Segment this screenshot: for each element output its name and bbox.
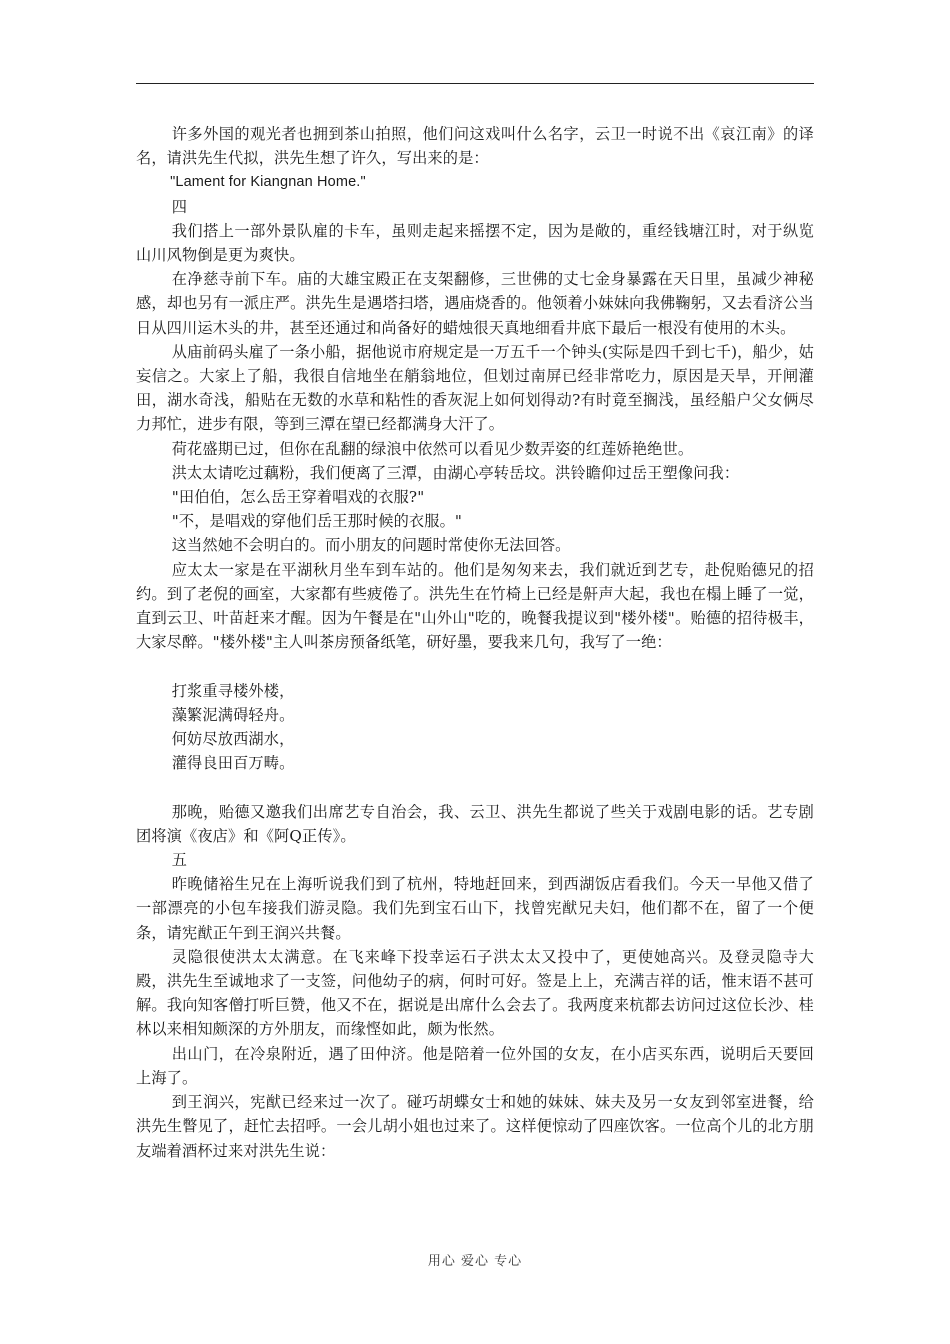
page-footer: 用心 爱心 专心 [427,1254,523,1269]
dialogue-line: "不，是唱戏的穿他们岳王那时候的衣服。" [171,512,463,531]
blank-line [136,654,814,678]
paragraph: 出山门，在冷泉附近，遇了田仲济。他是陪着一位外国的女友，在小店买东西，说明后天要回上海了。 [136,1044,814,1087]
paragraph: 灵隐很使洪太太满意。在飞来峰下投幸运石子洪太太又投中了，更使她高兴。及登灵隐寺大殿，洪先生至诚地求了一支签，问他幼子的病，何时可好。签是上上，充满吉祥的话，惟末语不甚可解。我向知客僧打听巨赞，他又不在，据说是出席什么会去了。我两度来杭都去访问过这位长沙、桂林以来相知颇深的方外朋友，而缘悭如此，颇为怅然。 [136,947,814,1039]
paragraph: 许多外国的观光者也拥到茶山拍照，他们问这戏叫什么名字，云卫一时说不出《哀江南》的译名，请洪先生代拟，洪先生想了许久，写出来的是： [136,125,814,168]
poem-line: 藻繁泥满碍轻舟。 [171,705,295,724]
paragraph: 应太太一家是在平湖秋月坐车到车站的。他们是匆匆来去，我们就近到艺专，赴倪贻德兄的招约。到了老倪的画室，大家都有些疲倦了。洪先生在竹椅上已经是鼾声大起，我也在榻上睡了一觉，直到云卫、叶苗赶来才醒。因为午餐是在"山外山"吃的，晚餐我提议到"楼外楼"。贻德的招待极丰，大家尽醉。"楼外楼"主人叫茶房预备纸笔，研好墨，要我来几句，我写了一绝： [136,560,814,652]
body-text [136,122,814,1163]
header-rule [136,83,814,84]
blank-line [136,775,814,799]
dialogue-line: "田伯伯，怎么岳王穿着唱戏的衣服?" [171,488,425,507]
poem-line: 灌得良田百万畴。 [171,754,295,773]
paragraph: 我们搭上一部外景队雇的卡车，虽则走起来摇摆不定，因为是敞的，重经钱塘江时，对于纵览山川风物倒是更为爽快。 [136,221,814,265]
paragraph: 荷花盛期已过，但你在乱翻的绿浪中依然可以看见少数弄姿的红莲娇艳绝世。 [171,439,694,458]
section-number: 四 [171,197,188,216]
paragraph: 洪太太请吃过藕粉，我们便离了三潭，由湖心亭转岳坟。洪铃瞻仰过岳王塑像问我： [171,463,740,482]
poem [136,679,814,776]
paragraph: 昨晚储裕生兄在上海听说我们到了杭州，特地赶回来，到西湖饭店看我们。今天一早他又借了一部漂亮的小包车接我们游灵隐。我们先到宝石山下，找曾宪猷兄夫妇，他们都不在，留了一个便条，请宪猷正午到王润兴共餐。 [136,875,814,942]
poem-line: 打浆重寻楼外楼， [171,681,295,700]
poem-line: 何妨尽放西湖水， [171,730,295,749]
paragraph: 这当然她不会明白的。而小朋友的问题时常使你无法回答。 [171,536,571,555]
paragraph: 从庙前码头雇了一条小船，据他说市府规定是一万五千一个钟头(实际是四千到七千)，船少，姑妄信之。大家上了船，我很自信地坐在艄翁地位，但划过南屏已经非常吃力，原因是天旱，开闸灌田，湖水奇浅，船贴在无数的水草和粘性的香灰泥上如何划得动?有时竟至搁浅，虽经船户父女俩尽力邦忙，进步有限，等到三潭在望已经都满身大汗了。 [136,342,814,434]
paragraph: 到王润兴，宪猷已经来过一次了。碰巧胡蝶女士和她的妹妹、妹夫及另一女友到邻室进餐，给洪先生瞥见了，赶忙去招呼。一会儿胡小姐也过来了。这样便惊动了四座饮客。一位高个儿的北方朋友端着酒杯过来对洪先生说： [136,1093,814,1160]
paragraph: 那晚，贻德又邀我们出席艺专自治会，我、云卫、洪先生都说了些关于戏剧电影的话。艺专剧团将演《夜店》和《阿Q正传》。 [136,802,814,845]
section-number: 五 [171,851,188,870]
paragraph: 在净慈寺前下车。庙的大雄宝殿正在支架翻修，三世佛的丈七金身暴露在天日里，虽减少神秘感，却也另有一派庄严。洪先生是遇塔扫塔，遇庙烧香的。他领着小妹妹向我佛鞠躬，又去看济公当日从四川运木头的井，甚至还通过和尚备好的蜡烛很天真地细看井底下最后一根没有使用的木头。 [136,270,814,337]
paragraph-translation: "Lament for Kiangnan Home." [170,174,366,191]
